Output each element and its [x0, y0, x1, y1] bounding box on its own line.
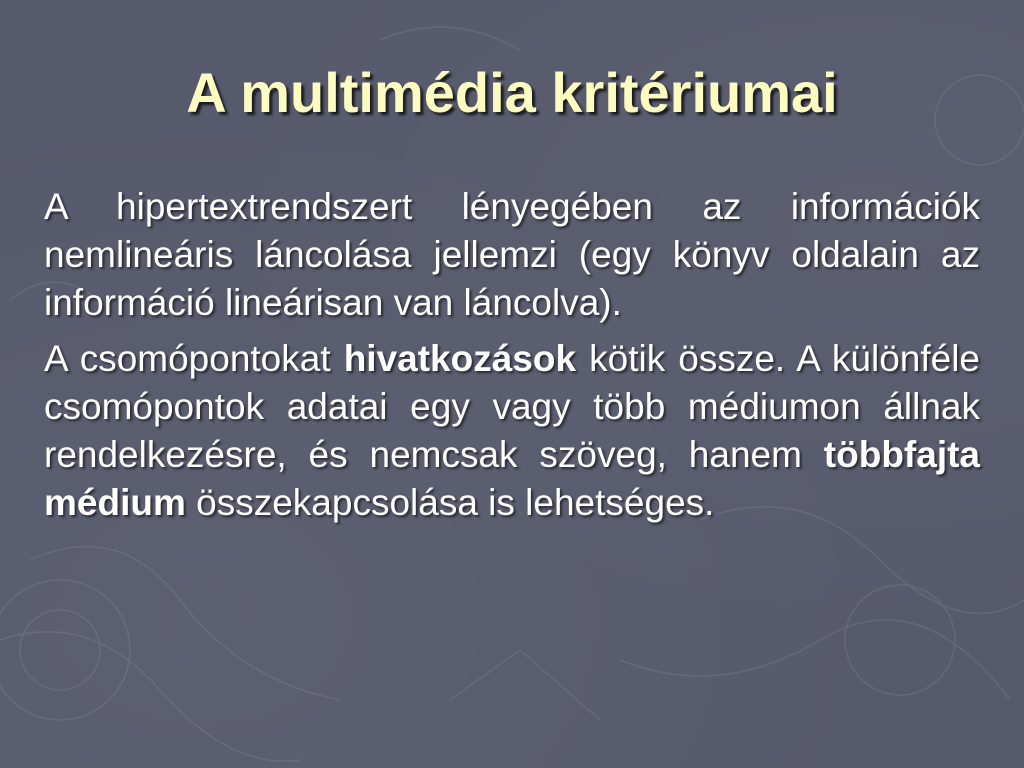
slide-body — [44, 183, 980, 535]
bullet-item-2 — [44, 335, 980, 527]
bullet-item-1 — [44, 183, 980, 327]
bullet-2-text-post: összekapcsolása is lehetséges. — [185, 482, 715, 523]
slide-title: A multimédia kritériumai — [186, 61, 838, 124]
bullet-2-emphasis-hivatkozasok: hivatkozások — [343, 338, 577, 379]
bullet-2-emphasis-tobbfajta-medium: többfajta médium — [44, 434, 980, 523]
bullet-2-text-pre: A csomópontokat — [44, 338, 344, 379]
bullet-1-text: A hipertextrendszert lényegében az információk nemlineáris láncolása jellemzi (egy könyv oldalain az információ lineárisan van láncolva). — [44, 186, 980, 323]
bullet-2-text-mid: kötik össze. A különféle csomópontok adatai egy vagy több médiumon állnak rendelkezésre, és nemcsak szöveg, hanem — [44, 338, 981, 475]
